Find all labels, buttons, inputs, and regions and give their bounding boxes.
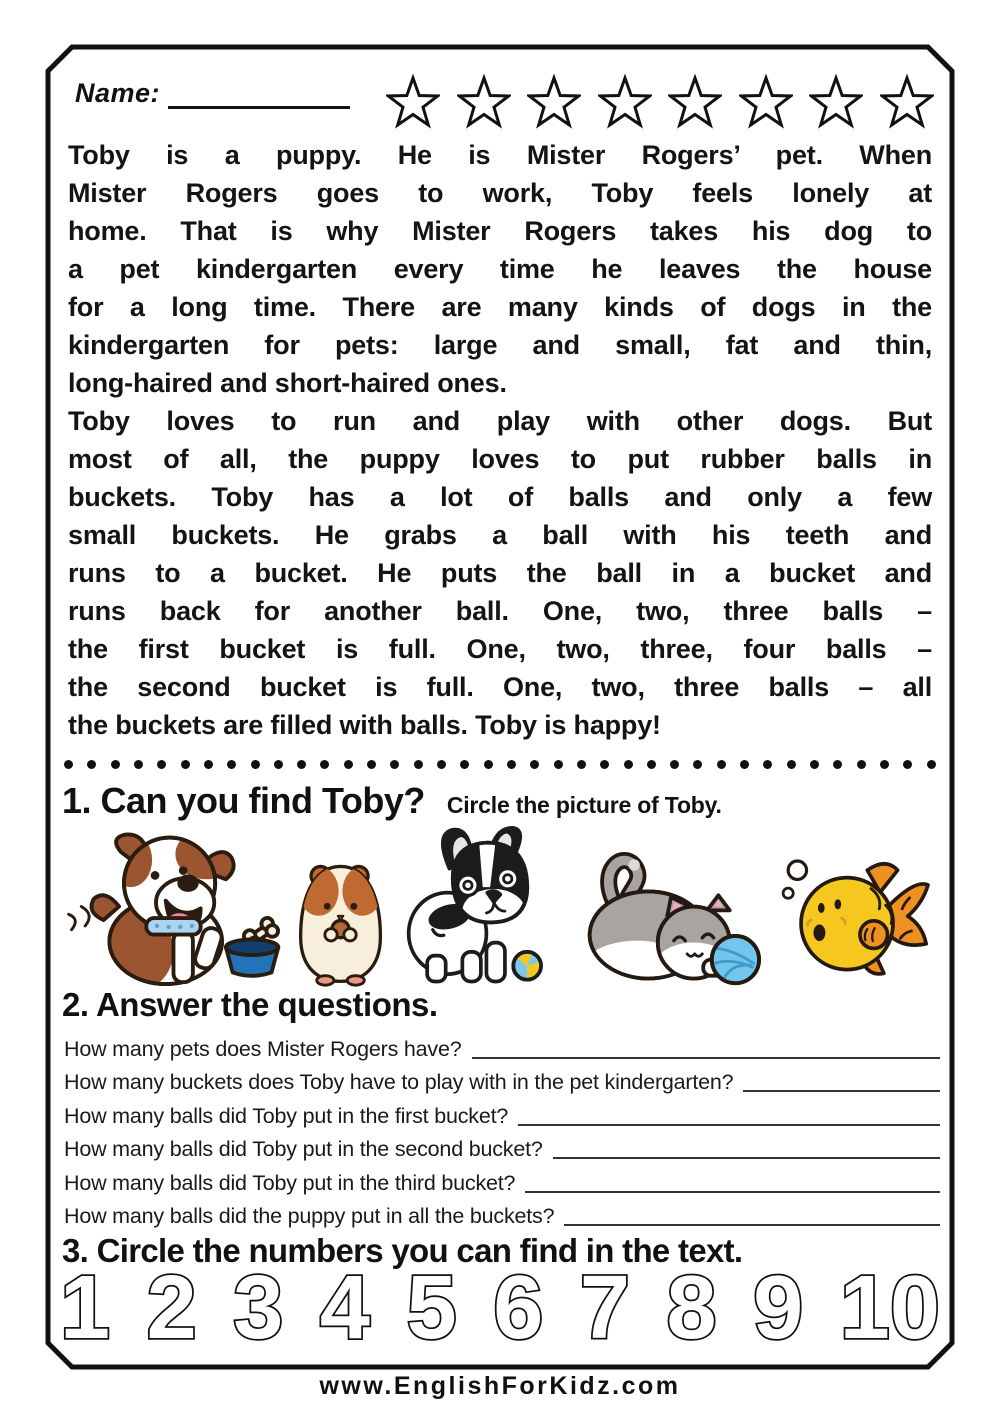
circle-number-7[interactable]: 7 bbox=[579, 1258, 630, 1358]
circle-number-9[interactable]: 9 bbox=[753, 1258, 804, 1358]
separator-dot bbox=[577, 760, 586, 769]
circle-number-2[interactable]: 2 bbox=[146, 1258, 197, 1358]
section-2-title: 2. Answer the questions. bbox=[62, 986, 438, 1023]
name-input-line[interactable] bbox=[168, 76, 350, 109]
separator-dot bbox=[390, 760, 399, 769]
story-line: long-haired and short-haired ones. bbox=[68, 368, 507, 398]
separator-dot bbox=[227, 760, 236, 769]
separator-dot bbox=[181, 760, 190, 769]
story-line: Mister Rogers goes to work, Toby feels lonely at bbox=[68, 178, 932, 208]
separator-dot bbox=[740, 760, 749, 769]
story-line: for a long time. There are many kinds of dogs in the bbox=[68, 292, 932, 322]
answer-input-line[interactable] bbox=[553, 1157, 940, 1159]
story-line: Toby loves to run and play with other dogs. But bbox=[68, 406, 932, 436]
story-line: most of all, the puppy loves to put rubber balls in bbox=[68, 444, 932, 474]
story-line: the buckets are filled with balls. Toby is happy! bbox=[68, 710, 661, 740]
answer-input-line[interactable] bbox=[472, 1057, 941, 1059]
story-line: runs to a bucket. He puts the ball in a bucket and bbox=[68, 558, 932, 588]
section-1-title: 1. Can you find Toby? bbox=[62, 780, 425, 821]
separator-dot bbox=[87, 760, 96, 769]
french-bulldog-with-ball[interactable] bbox=[398, 826, 548, 988]
separator-dot bbox=[274, 760, 283, 769]
separator-dot bbox=[367, 760, 376, 769]
separator-dot bbox=[763, 760, 772, 769]
separator-dot bbox=[507, 760, 516, 769]
question-row bbox=[64, 1062, 940, 1096]
question-text: How many buckets does Toby have to play with in the pet kindergarten? bbox=[64, 1070, 734, 1094]
question-text: How many balls did the puppy put in all the buckets? bbox=[64, 1204, 555, 1228]
circle-number-6[interactable]: 6 bbox=[493, 1258, 544, 1358]
circle-number-3[interactable]: 3 bbox=[233, 1258, 284, 1358]
goldfish[interactable] bbox=[778, 850, 940, 988]
name-field-row bbox=[75, 76, 350, 109]
separator-dot bbox=[857, 760, 866, 769]
name-label: Name: bbox=[75, 78, 161, 108]
separator-dot bbox=[344, 760, 353, 769]
question-text: How many balls did Toby put in the first bucket? bbox=[64, 1103, 509, 1128]
separator-dot bbox=[64, 760, 73, 769]
separator-dot bbox=[111, 760, 120, 769]
separator-dot bbox=[484, 760, 493, 769]
separator-dot bbox=[880, 760, 889, 769]
animal-choices-row bbox=[60, 820, 940, 988]
footer-website: www.EnglishForKidz.com bbox=[319, 1372, 681, 1400]
question-row bbox=[64, 1162, 940, 1196]
separator-dot bbox=[903, 760, 912, 769]
story-line: the second bucket is full. One, two, three balls – all bbox=[68, 672, 932, 702]
separator-dot bbox=[600, 760, 609, 769]
star-icon[interactable] bbox=[386, 74, 440, 130]
story-line: home. That is why Mister Rogers takes his dog to bbox=[68, 216, 932, 246]
separator-dot bbox=[810, 760, 819, 769]
story bbox=[68, 136, 932, 744]
hamster-eating-cookie[interactable] bbox=[295, 855, 387, 988]
stars-row bbox=[386, 74, 934, 130]
star-icon[interactable] bbox=[457, 74, 511, 130]
question-row bbox=[64, 1129, 940, 1163]
question-row bbox=[64, 1095, 940, 1129]
circle-number-10[interactable]: 10 bbox=[839, 1258, 940, 1358]
cat-with-yarn-ball[interactable] bbox=[558, 846, 768, 988]
answer-input-line[interactable] bbox=[743, 1090, 940, 1092]
section-1-instruction: Circle the picture of Toby. bbox=[446, 792, 722, 818]
story-line: small buckets. He grabs a ball with his teeth and bbox=[68, 520, 932, 550]
separator-dot bbox=[134, 760, 143, 769]
answer-input-line[interactable] bbox=[525, 1191, 940, 1193]
separator-dot bbox=[297, 760, 306, 769]
circle-number-4[interactable]: 4 bbox=[319, 1258, 370, 1358]
separator-dot bbox=[717, 760, 726, 769]
answer-input-line[interactable] bbox=[518, 1124, 940, 1126]
question-row bbox=[64, 1196, 940, 1230]
puppy-with-bone-and-bowl[interactable] bbox=[60, 823, 285, 988]
story-line: runs back for another ball. One, two, three balls – bbox=[68, 596, 932, 626]
separator-dot bbox=[833, 760, 842, 769]
separator-dot bbox=[320, 760, 329, 769]
separator-dot bbox=[157, 760, 166, 769]
star-icon[interactable] bbox=[527, 74, 581, 130]
section-find-toby-heading bbox=[62, 780, 722, 822]
question-text: How many balls did Toby put in the third bucket? bbox=[64, 1170, 516, 1195]
answer-input-line[interactable] bbox=[564, 1224, 940, 1226]
numbers-row bbox=[60, 1258, 940, 1358]
separator-dot bbox=[554, 760, 563, 769]
star-icon[interactable] bbox=[739, 74, 793, 130]
separator-dot bbox=[624, 760, 633, 769]
questions-list bbox=[64, 1028, 940, 1229]
question-text: How many balls did Toby put in the second bucket? bbox=[64, 1137, 543, 1161]
separator-dot bbox=[251, 760, 260, 769]
question-row bbox=[64, 1028, 940, 1062]
separator-dot bbox=[647, 760, 656, 769]
story-line: Toby is a puppy. He is Mister Rogers’ pet. When bbox=[68, 140, 932, 170]
star-icon[interactable] bbox=[668, 74, 722, 130]
story-line: kindergarten for pets: large and small, fat and thin, bbox=[68, 330, 932, 360]
separator-dot bbox=[204, 760, 213, 769]
separator-dot bbox=[670, 760, 679, 769]
separator-dot bbox=[693, 760, 702, 769]
question-text: How many pets does Mister Rogers have? bbox=[64, 1036, 462, 1061]
circle-number-8[interactable]: 8 bbox=[666, 1258, 717, 1358]
separator-dot bbox=[927, 760, 936, 769]
circle-number-5[interactable]: 5 bbox=[406, 1258, 457, 1358]
star-icon[interactable] bbox=[598, 74, 652, 130]
separator-dot bbox=[460, 760, 469, 769]
dotted-separator bbox=[64, 760, 936, 769]
separator-dot bbox=[437, 760, 446, 769]
star-icon[interactable] bbox=[880, 74, 934, 130]
separator-dot bbox=[530, 760, 539, 769]
circle-number-1[interactable]: 1 bbox=[60, 1258, 111, 1358]
story-line: a pet kindergarten every time he leaves the house bbox=[68, 254, 932, 284]
separator-dot bbox=[414, 760, 423, 769]
separator-dot bbox=[787, 760, 796, 769]
star-icon[interactable] bbox=[809, 74, 863, 130]
story-line: buckets. Toby has a lot of balls and only a few bbox=[68, 482, 932, 512]
section-3-title: 3. Circle the numbers you can find in the text. bbox=[62, 1232, 743, 1269]
story-line: the first bucket is full. One, two, three, four balls – bbox=[68, 634, 932, 664]
